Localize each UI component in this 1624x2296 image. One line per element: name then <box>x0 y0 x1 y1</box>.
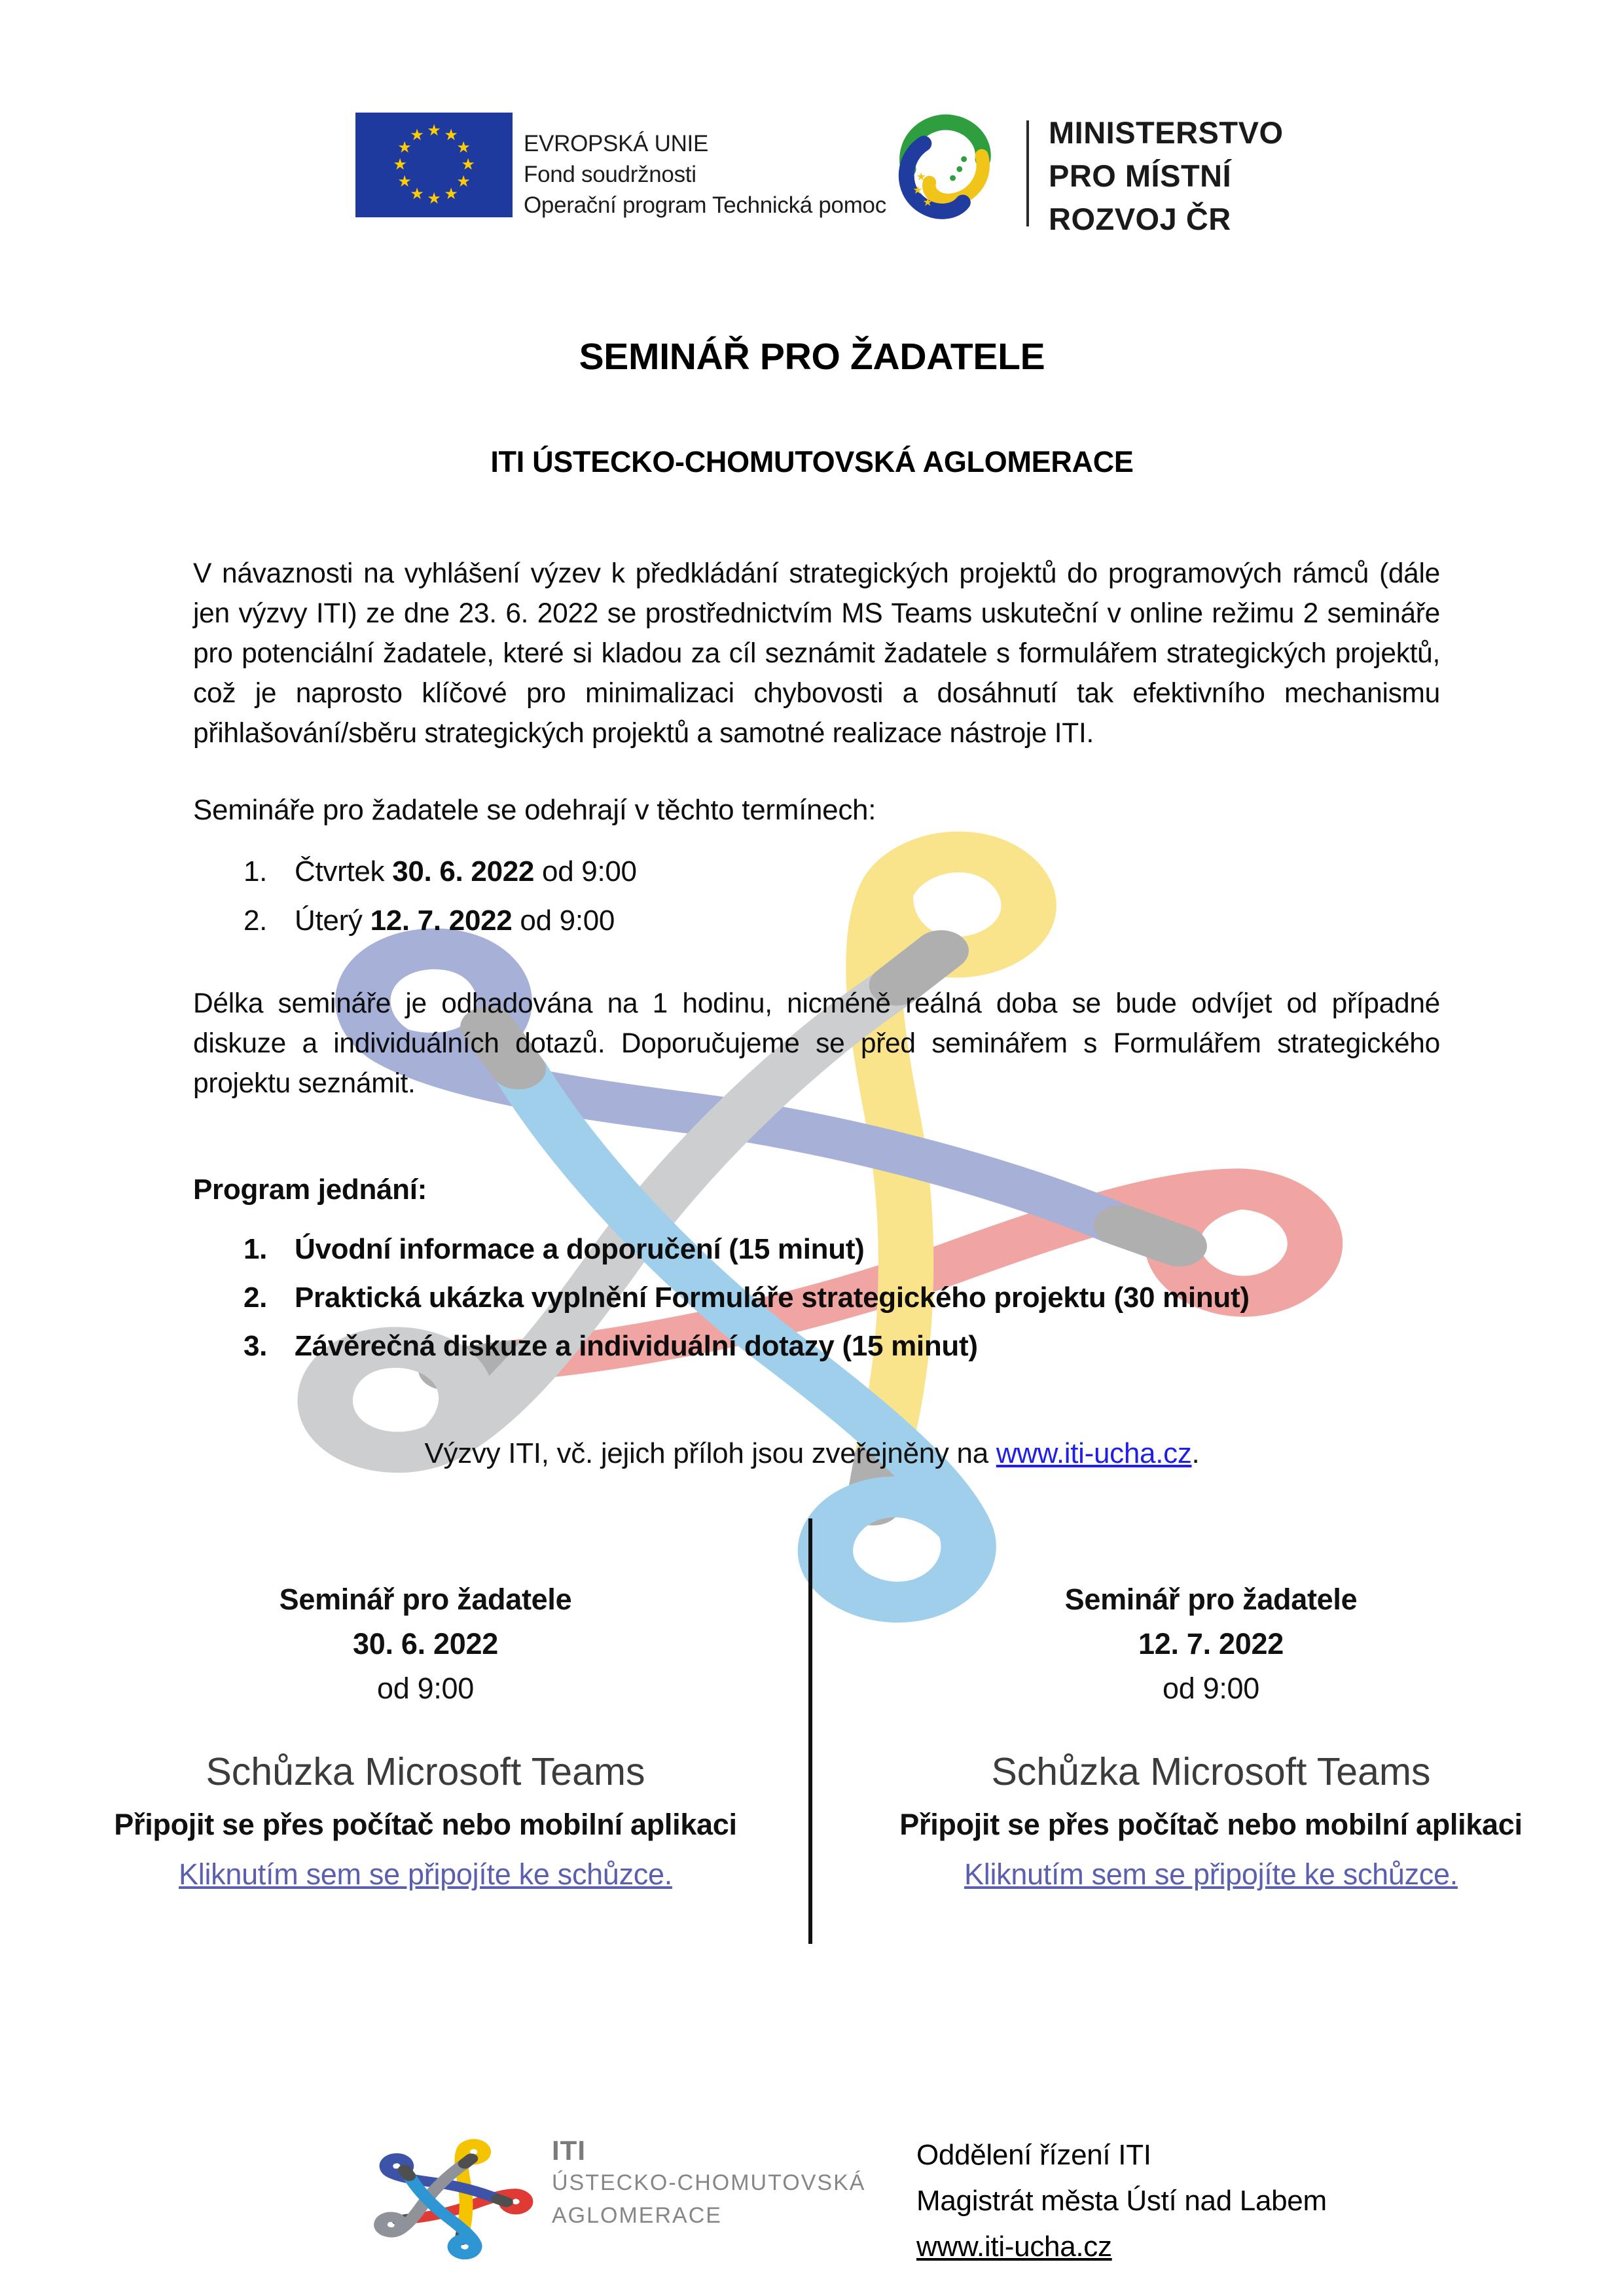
date-value: 30. 6. 2022 <box>392 855 535 888</box>
join-instruction: Připojit se přes počítač nebo mobilní aplikaci <box>899 1808 1523 1841</box>
footer-web-link[interactable]: www.iti-ucha.cz <box>916 2231 1112 2263</box>
eu-star-icon: ★ <box>427 190 441 207</box>
eu-flag-icon <box>355 113 513 217</box>
svg-text:★: ★ <box>922 196 933 209</box>
page-title: SEMINÁŘ PRO ŽADATELE <box>579 336 1045 378</box>
footer-contact <box>916 2132 1327 2270</box>
program-heading: Program jednání: <box>193 1174 427 1206</box>
iti-loops-watermark-icon <box>164 759 1407 1680</box>
intro-paragraph: V návaznosti na vyhlášení výzev k předkládání strategických projektů do programových rámců (dále jen výzvy ITI) ze dne 23. 6. 2022 se prostřednictvím MS Teams uskuteční v online režimu 2 semináře pro potenciální žadatele, které si kladou za cíl seznámit žadatele s formulářem strategických projektů, což je naprosto klíčové pro minimalizaci chybovosti a dosáhnutí tak efektivního mechanismu přihlašování/sběru strategických projektů a samotné realizace nástroje ITI. <box>193 558 1440 749</box>
list-number: 1. <box>244 855 268 888</box>
date-value: 12. 7. 2022 <box>370 905 513 937</box>
meeting-date: 12. 7. 2022 <box>1138 1627 1284 1660</box>
page-subtitle: ITI ÚSTECKO-CHOMUTOVSKÁ AGLOMERACE <box>490 445 1134 478</box>
eu-star-icon: ★ <box>444 126 458 144</box>
eu-star-icon: ★ <box>397 139 412 156</box>
footer-office: Magistrát města Ústí nad Labem <box>916 2185 1327 2217</box>
teams-meeting-title: Schůzka Microsoft Teams <box>991 1750 1431 1793</box>
footer-department: Oddělení řízení ITI <box>916 2139 1151 2171</box>
eu-star-icon: ★ <box>461 156 475 173</box>
iti-ucha-link[interactable]: www.iti-ucha.cz <box>996 1437 1192 1469</box>
eu-line-1: EVROPSKÁ UNIE <box>524 131 709 156</box>
meeting-heading: Seminář pro žadatele <box>279 1583 572 1616</box>
iti-logo-line-1: ÚSTECKO-CHOMUTOVSKÁ <box>552 2170 866 2195</box>
ministry-line-3: ROZVOJ ČR <box>1049 202 1231 236</box>
eu-line-2: Fond soudržnosti <box>524 162 696 187</box>
ministry-line-2: PRO MÍSTNÍ <box>1049 158 1232 193</box>
iti-logo-line-2: AGLOMERACE <box>552 2203 722 2228</box>
meeting-heading: Seminář pro žadatele <box>1064 1583 1358 1616</box>
meeting-column-2 <box>864 1577 1558 1899</box>
eu-logo-text <box>524 128 886 221</box>
join-meeting-link[interactable]: Kliknutím sem se připojíte ke schůzce. <box>179 1857 672 1891</box>
teams-meeting-title: Schůzka Microsoft Teams <box>206 1750 645 1793</box>
iti-loops-logo-icon <box>357 2130 540 2266</box>
eu-star-icon: ★ <box>456 173 471 190</box>
eu-star-icon: ★ <box>427 122 441 139</box>
list-number: 2. <box>244 905 268 937</box>
eu-star-icon: ★ <box>393 156 407 173</box>
ministry-line-1: MINISTERSTVO <box>1049 115 1284 150</box>
eu-star-icon: ★ <box>444 185 458 204</box>
svg-text:★: ★ <box>912 183 923 196</box>
date-item-text: Úterý 12. 7. 2022 od 9:00 <box>295 905 615 937</box>
ministry-swirl-icon <box>885 111 1003 223</box>
eu-line-3: Operační program Technická pomoc <box>524 192 886 218</box>
date-item-text: Čtvrtek 30. 6. 2022 od 9:00 <box>295 855 637 888</box>
join-meeting-link[interactable]: Kliknutím sem se připojíte ke schůzce. <box>964 1857 1458 1891</box>
iti-logo-name: ITI <box>552 2135 586 2166</box>
eu-star-icon: ★ <box>397 173 412 190</box>
ministry-logo-divider <box>1026 120 1029 226</box>
document-page: ★ ★ ★ ★ ★ ★ ★ ★ ★ ★ ★ ★ EVROPSKÁ UNIE Fond soudržnosti Operační program Technická pomoc ★ ★ ★ MINISTERSTVO PRO MÍSTNÍ ROZVOJ ČR SEMINÁŘ PRO ŽADATELE ITI ÚSTECKO-CHOMUTOVSKÁ AGLOMERACE V návaznosti na vyhlášení výzev k předkládání strategických projektů do programových rámců (dále jen výzvy ITI) ze dne 23. 6. 2022 se prostřednictvím MS Teams uskuteční v online režimu 2 semináře pro potenciální žadatele, které si kladou za cíl seznámit žadatele s formulářem strategických projektů, což je naprosto klíčové pro minimalizaci chybovosti a dosáhnutí tak efektivního mechanismu přihlašování/sběru strategických projektů a samotné realizace nástroje ITI. Semináře pro žadatele se odehrají v těchto termínech: 1. Čtvrtek 30. 6. 2022 od 9:00 2. Úterý 12. 7. 2022 od 9:00 Délka semináře je odhadována na 1 hodinu, nicméně reálná doba se bude odvíjet od případné diskuze a individuálních dotazů. Doporučujeme se před seminářem s Formulářem strategického projektu seznámit. Program jednání: 1. Úvodní informace a doporučení (15 minut) 2. Praktická ukázka vyplnění Formuláře strategického projektu (30 minut) 3. Závěrečná diskuze a individuální dotazy (15 minut) Výzvy ITI, vč. jejich příloh jsou zveřejněny na www.iti-ucha.cz. Seminář pro žadatele 30. 6. 2022 od 9:00 Schůzka Microsoft Teams Připojit se přes počítač nebo mobilní aplikaci Kliknutím sem se připojíte ke schůzce. Seminář pro žadatele 12. 7. 2022 od 9:00 Schůzka Microsoft Teams Připojit se přes počítač nebo mobilní aplikaci Kliknutím sem se připojíte ke schůzce. ITI ÚSTECKO-CHOMUTOVSKÁ AGLOMERACE Oddělení řízení ITI Magistrát města Ústí nad Labem www.iti-ucha.cz <box>0 0 1624 2296</box>
ministry-logo-text <box>1049 111 1284 241</box>
svg-text:★: ★ <box>916 170 926 183</box>
calls-line: Výzvy ITI, vč. jejich příloh jsou zveřejněny na www.iti-ucha.cz. <box>424 1437 1200 1469</box>
meeting-time: od 9:00 <box>376 1672 475 1705</box>
meeting-date: 30. 6. 2022 <box>353 1627 498 1660</box>
eu-star-icon: ★ <box>410 126 424 144</box>
column-divider <box>808 1518 812 1944</box>
join-instruction: Připojit se přes počítač nebo mobilní aplikaci <box>114 1808 737 1841</box>
duration-paragraph: Délka semináře je odhadována na 1 hodinu, nicméně reálná doba se bude odvíjet od případné diskuze a individuálních dotazů. Doporučujeme se před seminářem s Formulářem strategického projektu seznámit. <box>193 988 1440 1099</box>
meeting-column-1 <box>79 1577 772 1899</box>
meeting-time: od 9:00 <box>1162 1672 1260 1705</box>
eu-star-icon: ★ <box>410 185 424 204</box>
dates-intro: Semináře pro žadatele se odehrají v těchto termínech: <box>193 794 876 826</box>
eu-star-icon: ★ <box>456 139 471 156</box>
